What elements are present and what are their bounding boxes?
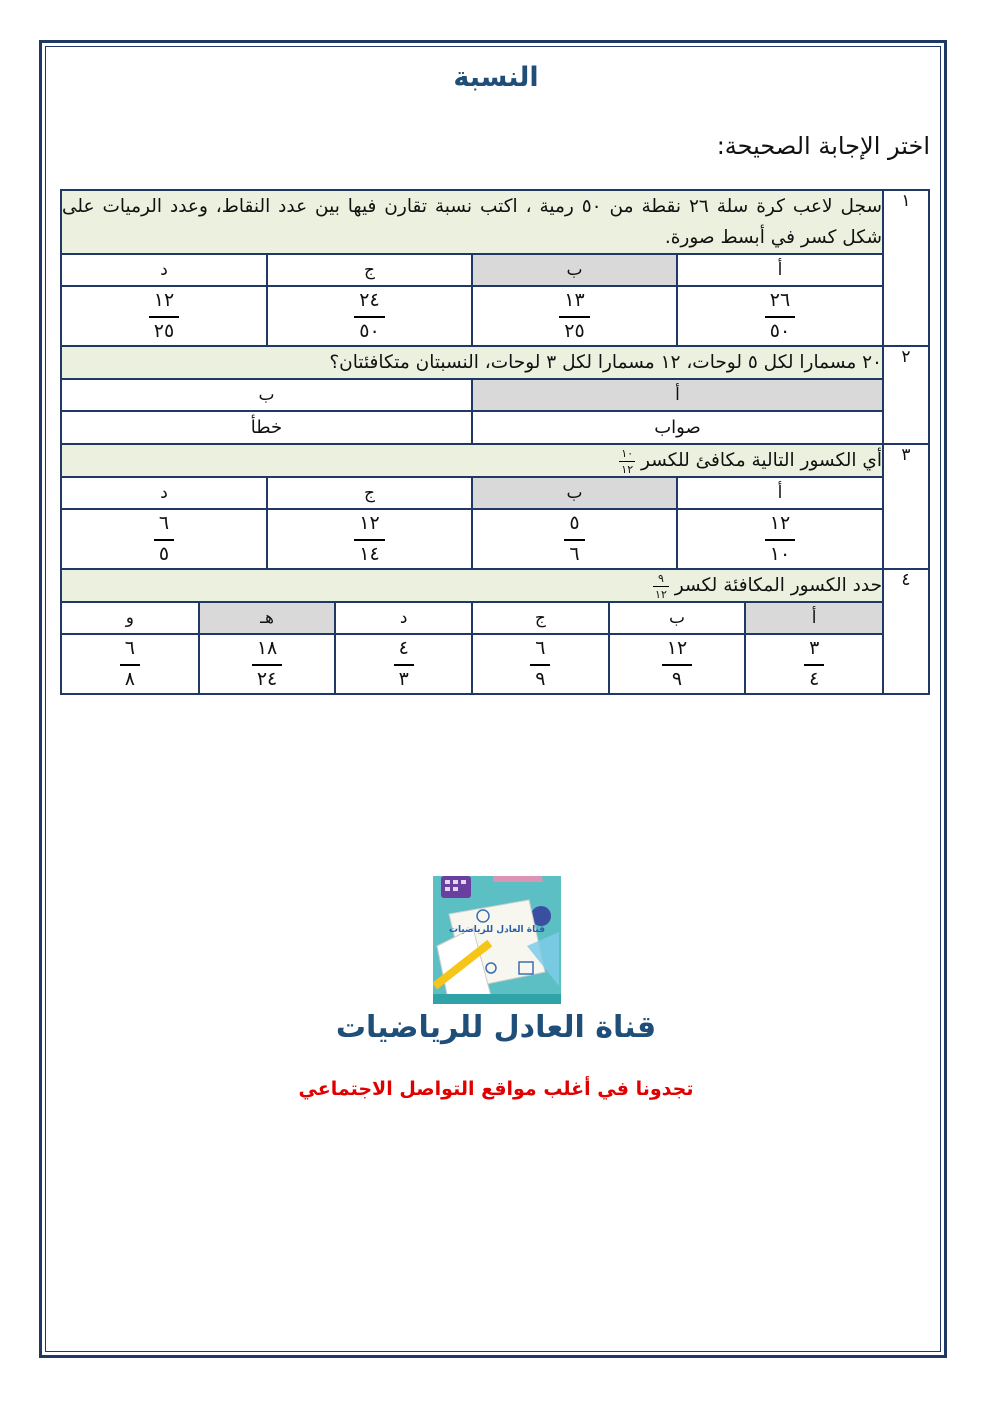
- question-text: سجل لاعب كرة سلة ٢٦ نقطة من ٥٠ رمية ، اكتب نسبة تقارن فيها بين عدد النقاط، وعدد الرميات على شكل كسر في أبسط صورة.: [61, 190, 883, 254]
- option-label[interactable]: ج: [267, 478, 472, 508]
- options-values: [62, 510, 882, 568]
- question-text-cell: [61, 444, 883, 477]
- fraction-bar: [154, 539, 174, 541]
- fraction-bar: [394, 664, 414, 666]
- option-answer[interactable]: صواب: [472, 412, 882, 443]
- question-number: ٣: [883, 444, 929, 569]
- numerator: ٦: [124, 637, 135, 659]
- option-label[interactable]: د: [62, 478, 267, 508]
- question-number: ٤: [883, 569, 929, 694]
- denominator: ٨: [124, 668, 135, 690]
- question-text: حدد الكسور المكافئة لكسر: [674, 575, 882, 596]
- numerator: ٩: [657, 571, 664, 585]
- reference-fraction: [619, 448, 635, 475]
- question-4-stem-row: [61, 569, 929, 602]
- fraction-bar: [559, 316, 589, 318]
- option-fraction[interactable]: [62, 510, 267, 568]
- numerator: ١٢: [153, 289, 175, 311]
- numerator: ٢٤: [359, 289, 380, 311]
- numerator: ٦: [535, 637, 546, 659]
- tagline: تجدونا في أغلب مواقع التواصل الاجتماعي: [298, 1078, 694, 1100]
- fraction-bar: [804, 664, 824, 666]
- denominator: ٢٥: [564, 320, 585, 342]
- question-1-labels-row: [61, 254, 929, 286]
- question-3-values-row: [61, 509, 929, 569]
- numerator: ١٢: [666, 637, 688, 659]
- denominator: ٢٥: [153, 320, 175, 342]
- question-text: ٢٠ مسمارا لكل ٥ لوحات، ١٢ مسمارا لكل ٣ لوحات، النسبتان متكافئتان؟: [61, 346, 883, 379]
- options-labels: [62, 603, 882, 633]
- option-label[interactable]: أ: [677, 255, 882, 285]
- option-label[interactable]: و: [62, 603, 199, 633]
- option-fraction[interactable]: [677, 287, 882, 345]
- question-2-labels-row: [61, 379, 929, 411]
- fraction-bar: [354, 316, 384, 318]
- numerator: ٣: [809, 637, 820, 659]
- fraction-bar: [354, 539, 384, 541]
- option-label[interactable]: د: [62, 255, 267, 285]
- fraction-bar: [653, 586, 669, 587]
- fraction-bar: [765, 539, 795, 541]
- option-label[interactable]: ب: [609, 603, 746, 633]
- option-label-selected[interactable]: أ: [472, 380, 882, 410]
- numerator: ١٢: [769, 512, 791, 534]
- numerator: ١٢: [359, 512, 380, 534]
- denominator: ٥: [158, 543, 170, 565]
- denominator: ١٢: [655, 587, 667, 601]
- fraction-bar: [619, 461, 635, 462]
- denominator: ٩: [671, 668, 683, 690]
- option-fraction[interactable]: [199, 635, 336, 693]
- question-4-values-row: [61, 634, 929, 694]
- option-label[interactable]: ج: [472, 603, 609, 633]
- fraction-bar: [564, 539, 584, 541]
- denominator: ٤: [809, 668, 820, 690]
- question-1-stem-row: [61, 190, 929, 254]
- question-number: ٢: [883, 346, 929, 444]
- numerator: ١٣: [564, 289, 585, 311]
- denominator: ٩: [535, 668, 546, 690]
- option-fraction[interactable]: [267, 287, 472, 345]
- option-answer[interactable]: خطأ: [62, 412, 472, 443]
- page-title: النسبة: [453, 62, 539, 93]
- denominator: ١٤: [359, 543, 380, 565]
- question-2-values-row: [61, 411, 929, 444]
- denominator: ١٢: [621, 462, 634, 476]
- reference-fraction: [653, 573, 669, 600]
- question-3-labels-row: [61, 477, 929, 509]
- option-fraction[interactable]: [267, 510, 472, 568]
- denominator: ٦: [569, 543, 580, 565]
- numerator: ٢٦: [769, 289, 791, 311]
- option-label-selected[interactable]: أ: [745, 603, 882, 633]
- question-1-values-row: [61, 286, 929, 346]
- option-fraction[interactable]: [745, 635, 882, 693]
- options-labels: [62, 255, 882, 285]
- fraction-bar: [530, 664, 550, 666]
- fraction-bar: [149, 316, 179, 318]
- denominator: ٥٠: [359, 320, 380, 342]
- option-fraction[interactable]: [472, 635, 609, 693]
- fraction-bar: [765, 316, 795, 318]
- question-3-stem-row: [61, 444, 929, 477]
- option-label[interactable]: ب: [62, 380, 472, 410]
- question-4-labels-row: [61, 602, 929, 634]
- option-fraction[interactable]: [472, 287, 677, 345]
- numerator: ٤: [398, 637, 409, 659]
- option-fraction[interactable]: [335, 635, 472, 693]
- option-fraction[interactable]: [62, 635, 199, 693]
- numerator: ١٠: [621, 446, 634, 460]
- option-label-selected[interactable]: ب: [472, 478, 677, 508]
- denominator: ١٠: [769, 543, 791, 565]
- option-label-selected[interactable]: ب: [472, 255, 677, 285]
- numerator: ٥: [569, 512, 580, 534]
- options-values: [62, 635, 882, 693]
- channel-name: قناة العادل للرياضيات: [335, 1010, 657, 1045]
- option-fraction[interactable]: [677, 510, 882, 568]
- options-labels: [62, 380, 882, 410]
- channel-logo-image: [433, 876, 561, 1004]
- instruction: اختر الإجابة الصحيحة:: [716, 132, 930, 160]
- logo-icon: [433, 876, 561, 1004]
- option-fraction[interactable]: [472, 510, 677, 568]
- denominator: ٣: [398, 668, 409, 690]
- option-label[interactable]: أ: [677, 478, 882, 508]
- fraction-bar: [252, 664, 282, 666]
- option-label-selected[interactable]: هـ: [199, 603, 336, 633]
- question-2-stem-row: [61, 346, 929, 379]
- question-text-cell: [61, 569, 883, 602]
- fraction-bar: [120, 664, 140, 666]
- numerator: ١٨: [256, 637, 278, 659]
- denominator: ٢٤: [256, 668, 278, 690]
- option-fraction[interactable]: [62, 287, 267, 345]
- denominator: ٥٠: [769, 320, 791, 342]
- questions-table: [60, 189, 930, 695]
- option-label[interactable]: ج: [267, 255, 472, 285]
- fraction-bar: [662, 664, 692, 666]
- question-number: ١: [883, 190, 929, 346]
- options-labels: [62, 478, 882, 508]
- question-text: أي الكسور التالية مكافئ للكسر: [641, 450, 882, 471]
- option-label[interactable]: د: [335, 603, 472, 633]
- options-values: [62, 412, 882, 443]
- options-values: [62, 287, 882, 345]
- numerator: ٦: [158, 512, 170, 534]
- logo-text: قناة العادل للرياضيات: [448, 925, 546, 935]
- option-fraction[interactable]: [609, 635, 746, 693]
